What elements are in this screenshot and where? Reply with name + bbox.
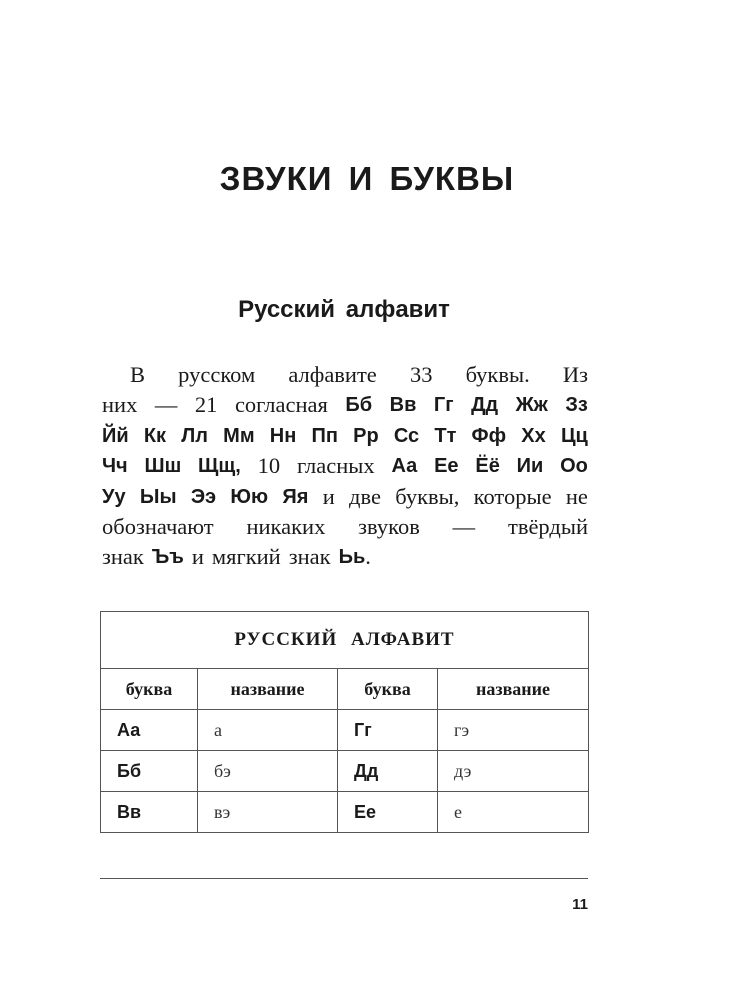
- word: обозначают: [102, 513, 214, 539]
- letter-pair: Ыы: [139, 485, 177, 508]
- letter-pair: Ее: [434, 455, 459, 478]
- page-number: 11: [572, 896, 588, 913]
- column-header-name: название: [438, 669, 589, 710]
- word: гласных: [296, 453, 375, 479]
- word: две: [349, 483, 381, 509]
- letter-pair: Бб: [345, 394, 373, 417]
- paragraph-line: [102, 360, 588, 390]
- name-cell: а: [198, 710, 338, 751]
- column-header-letter: буква: [338, 669, 438, 710]
- letter-pair: Пп: [311, 424, 338, 447]
- name-cell: бэ: [198, 751, 338, 792]
- letter-pair: Юю: [230, 485, 269, 508]
- letter-pair: Жж: [515, 394, 548, 417]
- letter-pair: Зз: [565, 394, 588, 417]
- paragraph-line: [102, 512, 588, 542]
- word: и: [191, 544, 204, 570]
- letter-pair: Кк: [143, 424, 167, 447]
- letter-pair: Ёё: [475, 455, 500, 478]
- letter-pair: Цц: [560, 424, 588, 447]
- table-row: [101, 710, 589, 751]
- word: алфавите: [288, 362, 377, 387]
- letter-pair: Оо: [560, 455, 588, 478]
- word: которые: [473, 483, 552, 509]
- word: В: [130, 362, 146, 387]
- paragraph-line: [102, 390, 588, 420]
- word: мягкий: [211, 544, 281, 570]
- word: и: [322, 483, 335, 509]
- letter-pair: Мм: [223, 424, 255, 447]
- word: никаких: [246, 513, 326, 539]
- word: твёрдый: [507, 513, 588, 539]
- letter-cell: Гг: [338, 710, 438, 751]
- name-cell: дэ: [438, 751, 589, 792]
- alphabet-table: [100, 611, 589, 833]
- paragraph-line: [102, 482, 588, 512]
- paragraph-line: [102, 451, 588, 481]
- letter-pair: Лл: [181, 424, 208, 447]
- letter-pair: Хх: [521, 424, 546, 447]
- word: буквы,: [395, 483, 460, 509]
- column-header-name: название: [198, 669, 338, 710]
- section-title: Русский алфавит: [238, 296, 450, 323]
- word: 33: [409, 362, 433, 387]
- letter-cell: Вв: [101, 792, 198, 833]
- word: —: [154, 392, 178, 418]
- letter-pair: Щщ,: [198, 455, 241, 478]
- word: не: [565, 483, 588, 509]
- table-row: [101, 792, 589, 833]
- letter-cell: Дд: [338, 751, 438, 792]
- footer-divider: [100, 878, 588, 879]
- letter-pair: Чч: [102, 455, 128, 478]
- letter-pair: Ии: [516, 455, 544, 478]
- word: русском: [178, 362, 256, 387]
- letter-pair: Ьь: [338, 546, 366, 569]
- paragraph-line: [102, 421, 588, 451]
- word: звуков: [358, 513, 420, 539]
- word: знак: [102, 544, 144, 570]
- column-header-letter: буква: [101, 669, 198, 710]
- chapter-title: ЗВУКИ И БУКВЫ: [219, 160, 515, 197]
- table-row: [101, 751, 589, 792]
- letter-pair: Сс: [393, 424, 420, 447]
- word: 21: [194, 392, 218, 418]
- letter-pair: Ээ: [190, 485, 217, 508]
- intro-paragraph: [102, 360, 588, 573]
- word: Из: [562, 362, 588, 387]
- letter-pair: Ъъ: [151, 546, 184, 569]
- table-title: РУССКИЙ АЛФАВИТ: [101, 612, 589, 669]
- name-cell: гэ: [438, 710, 589, 751]
- word: —: [452, 513, 476, 539]
- word: буквы.: [465, 362, 530, 387]
- letter-pair: Нн: [269, 424, 297, 447]
- letter-pair: Аа: [391, 455, 418, 478]
- letter-pair: Фф: [471, 424, 507, 447]
- letter-pair: Тт: [434, 424, 457, 447]
- letter-pair: Гг: [433, 394, 454, 417]
- name-cell: е: [438, 792, 589, 833]
- letter-pair: Вв: [389, 394, 417, 417]
- name-cell: вэ: [198, 792, 338, 833]
- word: согласная: [234, 392, 328, 418]
- paragraph-line: [102, 542, 588, 572]
- word: них: [102, 392, 138, 418]
- letter-cell: Бб: [101, 751, 198, 792]
- word: .: [365, 544, 371, 570]
- letter-pair: Йй: [102, 424, 129, 447]
- letter-pair: Уу: [102, 485, 126, 508]
- letter-pair: Дд: [471, 394, 499, 417]
- word: 10: [257, 453, 281, 479]
- word: знак: [288, 544, 331, 570]
- letter-pair: Шш: [144, 455, 182, 478]
- letter-cell: Ее: [338, 792, 438, 833]
- letter-pair: Рр: [353, 424, 379, 447]
- letter-pair: Яя: [282, 485, 309, 508]
- letter-cell: Аа: [101, 710, 198, 751]
